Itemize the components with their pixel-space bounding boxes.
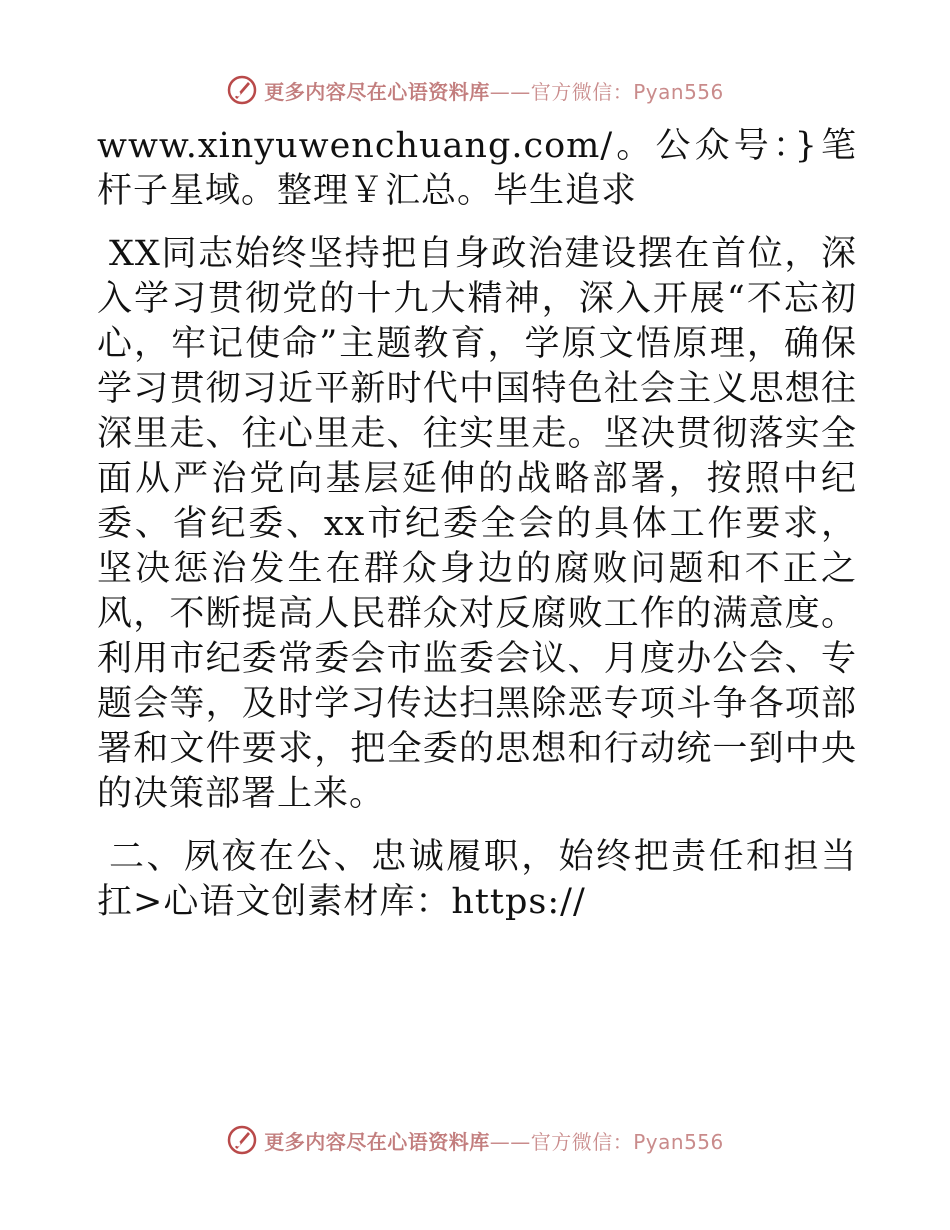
quill-logo-icon <box>226 74 258 106</box>
paragraph-source-line: www.xinyuwenchuang.com/。公众号：}笔杆子星域。整理￥汇总。毕生追求 <box>97 126 857 211</box>
footer-watermark-banner <box>0 1120 950 1160</box>
banner-wechat-id: Pyan556 <box>633 79 724 104</box>
quill-logo-icon <box>226 1124 258 1156</box>
banner-dash: —— <box>489 79 531 104</box>
banner-main-text: 更多内容尽在心语资料库 <box>264 1129 490 1154</box>
banner-label: 官方微信： <box>530 1129 634 1154</box>
footer-banner-text <box>264 1126 724 1155</box>
banner-main-text: 更多内容尽在心语资料库 <box>264 79 490 104</box>
header-banner-text <box>264 76 724 105</box>
banner-dash: —— <box>489 1129 531 1154</box>
document-body <box>97 124 857 925</box>
banner-wechat-id: Pyan556 <box>633 1129 724 1154</box>
header-watermark-banner <box>0 70 950 110</box>
paragraph-section-heading: 二、夙夜在公、忠诚履职，始终把责任和担当扛>心语文创素材库：https:// <box>97 837 857 922</box>
paragraph-main: XX同志始终坚持把自身政治建设摆在首位，深入学习贯彻党的十九大精神，深入开展“不忘初心，牢记使命”主题教育，学原文悟原理，确保学习贯彻习近平新时代中国特色社会主义思想往深里走、往心里走、往实里走。坚决贯彻落实全面从严治党向基层延伸的战略部署，按照中纪委、省纪委、xx市纪委全会的具体工作要求，坚决惩治发生在群众身边的腐败问题和不正之风，不断提高人民群众对反腐败工作的满意度。利用市纪委常委会市监委会议、月度办公会、专题会等，及时学习传达扫黑除恶专项斗争各项部署和文件要求，把全委的思想和行动统一到中央的决策部署上来。 <box>97 234 857 814</box>
banner-label: 官方微信： <box>530 79 634 104</box>
